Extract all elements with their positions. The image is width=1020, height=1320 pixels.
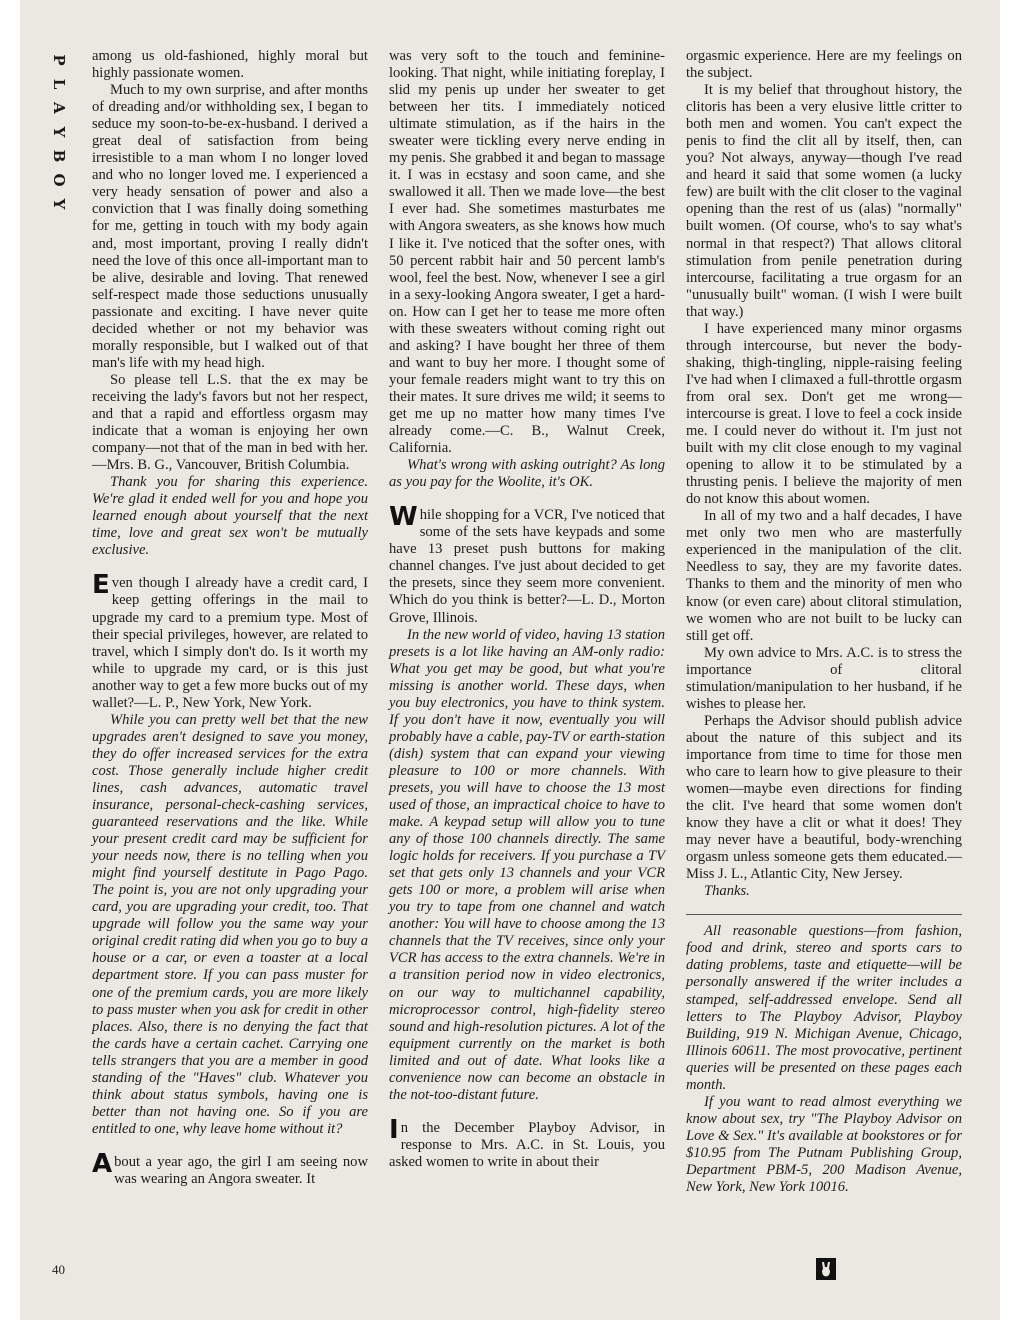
divider	[686, 914, 962, 915]
paragraph: Much to my own surprise, and after months of dreading and/or withholding sex, I began to seduce my soon-to-be-ex-husband. I derived a great deal of satisfaction from being irresistible to a man whom I no longer loved and who no longer loved me. I experienced a very heady sensation of power and also a conviction that I was finally doing something for me, getting in touch with my body again and, most important, proving I really didn't need the love of this once all-important man to be alive, desirable and loving. That renewed self-respect made those seductions unusually passionate and exciting. I have never quite decided whether or not my behavior was morally responsible, but I walked out of that man's life with my head high.	[92, 82, 368, 371]
title-letter: Y	[50, 126, 68, 138]
drop-cap: W	[389, 502, 418, 533]
paragraph: It is my belief that throughout history, the clitoris has been a very elusive little critter to both men and women. You can't expect the penis to find the clit all by itself, then, can you? Not always, anyway—though I've read and heard it said that some women (a lucky few) are built with the clit closer to the vaginal opening than the rest of us (alas) "normally" built women. (Of course, who's to say what's normal in that respect?) That allows clitoral stimulation from penile penetration during intercourse, facilitating a true orgasm for an "unusually built" woman. (I wish I were built that way.)	[686, 82, 962, 320]
advisor-reply: While you can pretty well bet that the new upgrades aren't designed to save you money, they do offer increased services for the extra cost. Those generally include higher credit lines, cash advances, automatic travel insurance, personal-check-cashing services, guaranteed reservations and the like. While your present credit card may be sufficient for your needs now, there is no telling when you might find yourself destitute in Pago Pago. The point is, you are not only upgrading your card, you are upgrading your credit, too. That upgrade will follow you the same way your original credit rating did when you go to buy a house or a car, or even a toaster at a local department store. If you can pass muster for one of the premium cards, you are more likely to pass muster when you ask for credit in other places. Also, there is no denying the fact that the cards have a certain cachet. Carrying one tells strangers that you are a member in good standing of the "Haves" club. Whatever you think about status symbols, having one is better than not having one. So if you are entitled to one, why leave home without it?	[92, 711, 368, 1137]
paragraph: My own advice to Mrs. A.C. is to stress the importance of clitoral stimulation/manipulation to her husband, if he wishes to please her.	[686, 644, 962, 712]
paragraph: among us old-fashioned, highly moral but highly passionate women.	[92, 48, 368, 82]
title-letter: O	[50, 173, 68, 187]
letter-paragraph: Even though I already have a credit card, I keep getting offerings in the mail to upgrade my card to a premium type. Most of their special privileges, however, are related to travel, which I simply don't do. Is it worth my while to upgrade my card, or is this just another way to get a few more bucks out of my wallet?—L. P., New York, New York.	[92, 570, 368, 711]
drop-cap: E	[92, 570, 110, 601]
column-2	[389, 48, 665, 1288]
paragraph: In all of my two and a half decades, I have met only two men who are masterfully experienced in the manipulation of the clit. Needless to say, they are my favorite dates. Thanks to them and the minority of men who know (or even care) about clitoral stimulation, we women who are not built to be lucky can still get off.	[686, 508, 962, 644]
paragraph: Perhaps the Advisor should publish advice about the nature of this subject and its importance from time to time for those men who care to learn how to give pleasure to their women—maybe even directions for finding the clit. I've heard that some women don't know they have a clit or what it does! They may never have a beautiful, body-wrenching orgasm unless someone gets them educated.—Miss J. L., Atlantic City, New Jersey.	[686, 712, 962, 883]
title-letter: B	[50, 149, 68, 163]
title-letter: Y	[50, 198, 68, 210]
paragraph: I have experienced many minor orgasms through intercourse, but never the body-shaking, thigh-tingling, nipple-raising feeling I've had when I climaxed a full-throttle orgasm from oral sex. Don't get me wrong—intercourse is great. I love to feel a cock inside me. I could never do without it. I'm just not built with my clit close enough to my vaginal opening to allow it to be stimulated by a thrusting penis. I believe the majority of men do not know this about women.	[686, 320, 962, 508]
rabbit-logo-icon	[816, 1258, 836, 1280]
advisor-reply: Thank you for sharing this experience. We're glad it ended well for you and hope you learned enough about yourself that the next time, love and great sex won't be mutually exclusive.	[92, 474, 368, 559]
advisor-footer-note: All reasonable questions—from fashion, food and drink, stereo and sports cars to dating problems, taste and etiquette—will be personally answered if the writer includes a stamped, self-addressed envelope. Send all letters to The Playboy Advisor, Playboy Building, 919 N. Michigan Avenue, Chicago, Illinois 60611. The most provocative, pertinent queries will be presented on these pages each month.	[686, 923, 962, 1093]
drop-cap: I	[389, 1114, 399, 1145]
title-letter: L	[50, 78, 68, 90]
magazine-vertical-title	[48, 48, 70, 216]
page-number: 40	[52, 1262, 65, 1277]
advisor-reply: In the new world of video, having 13 station presets is a lot like having an AM-only radio: What you get may be good, but what you're missing is another world. These days, when you buy electronics, you have to think system. If you don't have it now, eventually you will probably have a cable, pay-TV or earth-station (dish) system that can expand your viewing pleasure to 100 or more channels. With presets, you will have to choose the 13 most used of those, an impractical choice to have to make. A keypad setup will allow you to tune any of those 100 channels directly. The same logic holds for receivers. If you purchase a TV set that gets only 13 channels and your VCR gets 100 or more, a problem will arise when you try to tape from one channel and watch another: You will have to choose among the 13 channels that the TV receives, since only your VCR has access to the extra channels. We're in a transition period now in video electronics, on our way to multichannel capability, microprocessor control, high-fidelity stereo sound and high-resolution pictures. A lot of the equipment currently on the market is both limited and out of date. What looks like a convenience now can become an obstacle in the not-too-distant future.	[389, 626, 665, 1103]
column-3	[686, 48, 962, 1288]
drop-cap: A	[92, 1148, 113, 1179]
paragraph: orgasmic experience. Here are my feelings on the subject.	[686, 48, 962, 82]
title-letter: A	[50, 102, 68, 114]
advisor-reply: Thanks.	[704, 883, 750, 900]
title-letter: P	[50, 54, 68, 66]
column-1	[92, 48, 368, 1288]
paragraph: was very soft to the touch and feminine-looking. That night, while initiating foreplay, I slid my penis up under her sweater to get between her tits. I immediately noticed ultimate stimulation, as if the hairs in the sweater were tickling every nerve ending in my penis. She grabbed it and began to massage it. I was in ecstasy and soon came, and she swallowed it all. Then we made love—the best I ever had. She sometimes masturbates me with Angora sweaters, as she knows how much I like it. I've noticed that the softer ones, with 50 percent rabbit hair and 50 percent lamb's wool, feel the best. Now, whenever I see a girl in a sexy-looking Angora sweater, I get a hard-on. How can I get her to tease me more often with these sweaters without coming right out and asking? I have bought her three of them and want to buy her more. I thought some of your female readers might want to try this on their mates. It sure drives me wild; it seems to get me up no matter how many times I've already come.—C. B., Walnut Creek, California.	[389, 48, 665, 457]
advisor-reply: What's wrong with asking outright? As long as you pay for the Woolite, it's OK.	[389, 457, 665, 491]
paragraph: So please tell L.S. that the ex may be receiving the lady's favors but not her respect, and that a rapid and effortless orgasm may indicate that a woman is enjoying her own company—not that of the man in bed with her.—Mrs. B. G., Vancouver, British Columbia.	[92, 371, 368, 474]
advisor-footer-note: If you want to read almost everything we know about sex, try "The Playboy Advisor on Love & Sex." It's available at bookstores or for $10.95 from The Putnam Publishing Group, Department PBM-5, 200 Madison Avenue, New York, New York 10016.	[686, 1093, 962, 1196]
letter-paragraph: In the December Playboy Advisor, in response to Mrs. A.C. in St. Louis, you asked women to write in about their	[389, 1114, 665, 1170]
letter-paragraph: About a year ago, the girl I am seeing now was wearing an Angora sweater. It	[92, 1148, 368, 1187]
letter-paragraph: While shopping for a VCR, I've noticed that some of the sets have keypads and some have 13 preset push buttons for making channel changes. I've just about decided to get the presets, since they seem more convenient. Which do you think is better?—L. D., Morton Grove, Illinois.	[389, 502, 665, 626]
